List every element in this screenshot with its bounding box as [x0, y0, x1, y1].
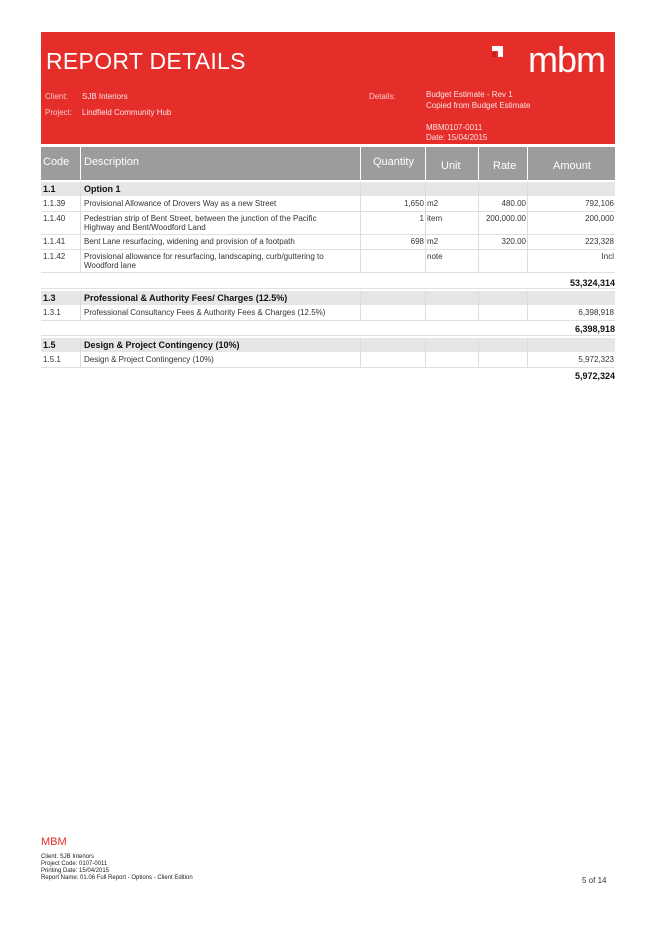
item-quantity: 1,650 [403, 199, 424, 208]
table-row [41, 250, 615, 273]
item-unit: m2 [427, 199, 439, 208]
item-amount: 5,972,323 [578, 355, 614, 364]
item-amount: 6,398,918 [578, 308, 614, 317]
client-label: Client: [45, 92, 68, 101]
col-quantity: Quantity [373, 156, 414, 168]
section-title: Option 1 [84, 184, 121, 194]
section-title: Professional & Authority Fees/ Charges (12.5%) [84, 293, 288, 303]
col-unit: Unit [441, 160, 461, 172]
table-header [41, 147, 615, 180]
item-amount: Incl [601, 252, 614, 261]
item-code: 1.5.1 [43, 355, 61, 364]
item-quantity: 698 [410, 237, 424, 246]
col-code: Code [43, 156, 70, 168]
item-code: 1.3.1 [43, 308, 61, 317]
item-description: Professional Consultancy Fees & Authority Fees & Charges (12.5%) [84, 308, 326, 317]
item-description: Bent Lane resurfacing, widening and provision of a footpath [84, 237, 295, 246]
project-label: Project: [45, 108, 73, 117]
section-total: 6,398,918 [574, 324, 615, 334]
item-description: Provisional Allowance of Drovers Way as a new Street [84, 199, 277, 208]
project-value: Lindfield Community Hub [82, 108, 172, 117]
mbm-logo [485, 39, 605, 84]
item-unit: note [427, 252, 443, 261]
client-value: SJB Interiors [82, 92, 128, 101]
footer-project-code: Project Code: 0107-0011 [41, 861, 108, 867]
footer-printing-date: Printing Date: 15/04/2015 [41, 868, 110, 874]
page-number: 5 of 14 [582, 876, 607, 885]
report-title: REPORT DETAILS [46, 48, 246, 74]
col-description: Description [84, 156, 140, 168]
details-line-1: Budget Estimate - Rev 1 [426, 90, 513, 99]
footer-report-name: Report Name: 01.06 Full Report - Options - Client Edition [41, 875, 193, 881]
item-description: Pedestrian strip of Bent Street, between the junction of the Pacific Highway and Bent/Woodford Land [84, 214, 317, 232]
item-code: 1.1.42 [43, 252, 66, 261]
item-amount: 792,106 [585, 199, 614, 208]
section-row [41, 182, 615, 196]
item-rate: 200,000.00 [485, 214, 526, 223]
section-total: 53,324,314 [569, 278, 615, 288]
item-amount: 200,000 [585, 214, 614, 223]
section-code: 1.5 [43, 340, 56, 350]
col-amount: Amount [553, 160, 591, 172]
table-row [41, 235, 615, 250]
item-code: 1.1.39 [43, 199, 66, 208]
item-quantity: 1 [419, 214, 424, 223]
footer-client: Client: SJB Interiors [41, 854, 95, 860]
details-line-2: Copied from Budget Estimate [426, 101, 531, 110]
item-unit: item [427, 214, 443, 223]
details-label: Details: [369, 92, 396, 101]
item-rate: 480.00 [501, 199, 526, 208]
logo-text: mbm [528, 39, 605, 80]
item-description: Design & Project Contingency (10%) [84, 355, 214, 364]
section-code: 1.3 [43, 293, 56, 303]
table-row [41, 306, 615, 321]
item-code: 1.1.40 [43, 214, 66, 223]
logo-mark-icon [492, 46, 504, 58]
item-description: Provisional allowance for resurfacing, landscaping, curb/guttering to Woodford lane [84, 252, 324, 270]
table-row [41, 212, 615, 235]
footer-brand: MBM [41, 836, 67, 848]
col-rate: Rate [493, 160, 517, 172]
item-code: 1.1.41 [43, 237, 66, 246]
details-line-4: Date: 15/04/2015 [426, 133, 488, 142]
section-total: 5,972,324 [574, 371, 615, 381]
table-row [41, 353, 615, 368]
section-row [41, 338, 615, 352]
section-title: Design & Project Contingency (10%) [84, 340, 240, 350]
item-unit: m2 [427, 237, 439, 246]
report-header [41, 32, 615, 144]
item-amount: 223,328 [585, 237, 614, 246]
details-line-3: MBM0107-0011 [426, 123, 483, 132]
table-row [41, 197, 615, 212]
page-footer [41, 836, 193, 882]
section-row [41, 291, 615, 305]
section-code: 1.1 [43, 184, 56, 194]
item-rate: 320.00 [501, 237, 526, 246]
